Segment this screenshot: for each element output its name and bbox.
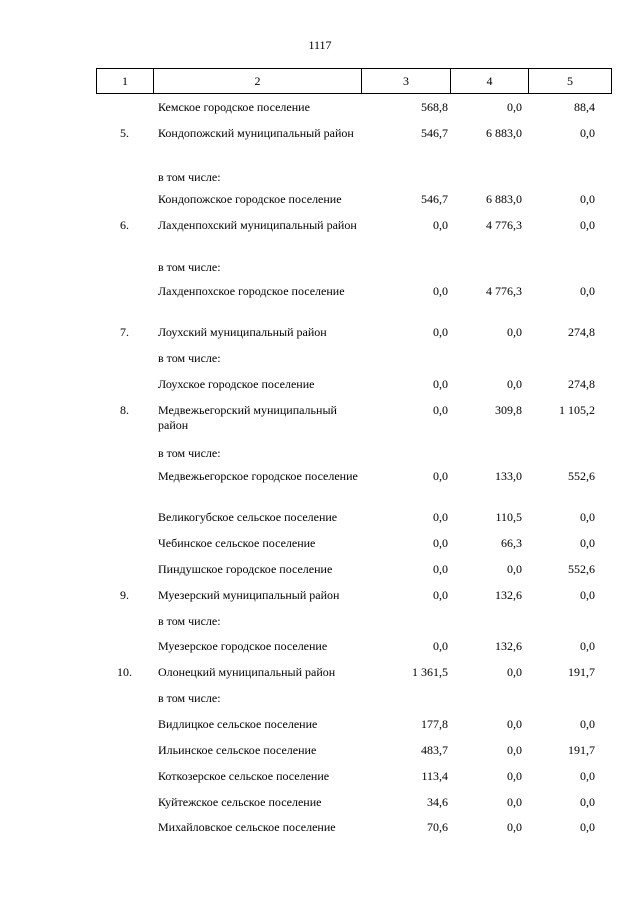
row-name: в том числе: (158, 691, 221, 705)
row-col-4: 0,0 (507, 795, 522, 809)
row-col-3: 0,0 (433, 510, 448, 524)
row-col-5: 88,4 (574, 100, 595, 114)
row-col-3: 0,0 (433, 469, 448, 483)
row-name: Муезерское городское поселение (158, 639, 328, 653)
header-col-5: 5 (529, 69, 612, 94)
row-name: в том числе: (158, 170, 221, 184)
row-number: 10. (117, 665, 132, 679)
row-name: Медвежьегорский муниципальный район (158, 403, 337, 432)
row-number: 7. (120, 325, 129, 339)
row-col-3: 0,0 (433, 562, 448, 576)
row-name: Великогубское сельское поселение (158, 510, 338, 524)
row-number: 5. (120, 126, 129, 140)
row-col-4: 309,8 (495, 403, 522, 417)
row-col-4: 0,0 (507, 820, 522, 834)
row-col-5: 191,7 (568, 665, 595, 679)
row-name: Куйтежское сельское поселение (158, 795, 322, 809)
row-name: в том числе: (158, 614, 221, 628)
row-col-3: 546,7 (421, 192, 448, 206)
row-col-5: 274,8 (568, 377, 595, 391)
row-col-4: 0,0 (507, 100, 522, 114)
row-name: Медвежьегорское городское поселение (158, 469, 358, 483)
row-col-3: 0,0 (433, 218, 448, 232)
row-name: Коткозерское сельское поселение (158, 769, 330, 783)
row-col-5: 0,0 (580, 284, 595, 298)
row-col-5: 274,8 (568, 325, 595, 339)
row-name: Олонецкий муниципальный район (158, 665, 336, 679)
row-col-3: 483,7 (421, 743, 448, 757)
row-name: Лахденпохское городское поселение (158, 284, 345, 298)
row-col-3: 0,0 (433, 639, 448, 653)
row-col-4: 0,0 (507, 377, 522, 391)
row-col-4: 4 776,3 (486, 284, 522, 298)
row-col-3: 0,0 (433, 403, 448, 417)
row-col-5: 0,0 (580, 536, 595, 550)
row-col-3: 0,0 (433, 284, 448, 298)
row-col-5: 1 105,2 (559, 403, 595, 417)
row-col-3: 0,0 (433, 377, 448, 391)
row-col-4: 4 776,3 (486, 218, 522, 232)
row-col-3: 0,0 (433, 536, 448, 550)
row-name: Кондопожский муниципальный район (158, 126, 354, 140)
row-col-5: 0,0 (580, 510, 595, 524)
row-number: 8. (120, 403, 129, 417)
header-col-4: 4 (451, 69, 529, 94)
row-number: 6. (120, 218, 129, 232)
page-number: 1117 (308, 38, 332, 52)
row-col-5: 0,0 (580, 639, 595, 653)
row-col-4: 0,0 (507, 325, 522, 339)
row-col-5: 552,6 (568, 562, 595, 576)
row-col-4: 66,3 (501, 536, 522, 550)
row-col-4: 6 883,0 (486, 126, 522, 140)
row-col-5: 0,0 (580, 588, 595, 602)
row-col-5: 0,0 (580, 717, 595, 731)
row-col-3: 546,7 (421, 126, 448, 140)
row-col-4: 133,0 (495, 469, 522, 483)
row-col-3: 34,6 (427, 795, 448, 809)
row-col-5: 552,6 (568, 469, 595, 483)
row-col-4: 110,5 (495, 510, 522, 524)
row-name: Чебинское сельское поселение (158, 536, 316, 550)
row-col-3: 568,8 (421, 100, 448, 114)
row-col-5: 0,0 (580, 820, 595, 834)
row-col-5: 0,0 (580, 795, 595, 809)
row-name: Пиндушское городское поселение (158, 562, 333, 576)
row-name: Видлицкое сельское поселение (158, 717, 318, 731)
row-col-4: 0,0 (507, 717, 522, 731)
row-col-5: 0,0 (580, 218, 595, 232)
row-col-5: 0,0 (580, 192, 595, 206)
row-name: в том числе: (158, 260, 221, 274)
row-col-5: 0,0 (580, 769, 595, 783)
row-name: в том числе: (158, 446, 221, 460)
row-name: Михайловское сельское поселение (158, 820, 336, 834)
row-name: Кондопожское городское поселение (158, 192, 342, 206)
row-name: в том числе: (158, 351, 221, 365)
header-col-3: 3 (362, 69, 451, 94)
row-name: Муезерский муниципальный район (158, 588, 340, 602)
row-col-3: 1 361,5 (412, 665, 448, 679)
row-number: 9. (120, 588, 129, 602)
row-col-3: 70,6 (427, 820, 448, 834)
row-col-4: 0,0 (507, 743, 522, 757)
row-col-5: 0,0 (580, 126, 595, 140)
row-col-3: 0,0 (433, 588, 448, 602)
row-col-4: 0,0 (507, 562, 522, 576)
header-col-1: 1 (97, 69, 154, 94)
row-col-4: 132,6 (495, 588, 522, 602)
row-col-3: 177,8 (421, 717, 448, 731)
row-col-4: 0,0 (507, 665, 522, 679)
row-name: Лахденпохский муниципальный район (158, 218, 357, 232)
row-col-4: 132,6 (495, 639, 522, 653)
row-col-4: 0,0 (507, 769, 522, 783)
row-col-4: 6 883,0 (486, 192, 522, 206)
row-name: Кемское городское поселение (158, 100, 310, 114)
row-col-3: 113,4 (421, 769, 448, 783)
header-col-2: 2 (154, 69, 362, 94)
row-name: Лоухский муниципальный район (158, 325, 327, 339)
row-col-5: 191,7 (568, 743, 595, 757)
row-col-3: 0,0 (433, 325, 448, 339)
row-name: Лоухское городское поселение (158, 377, 315, 391)
row-name: Ильинское сельское поселение (158, 743, 317, 757)
